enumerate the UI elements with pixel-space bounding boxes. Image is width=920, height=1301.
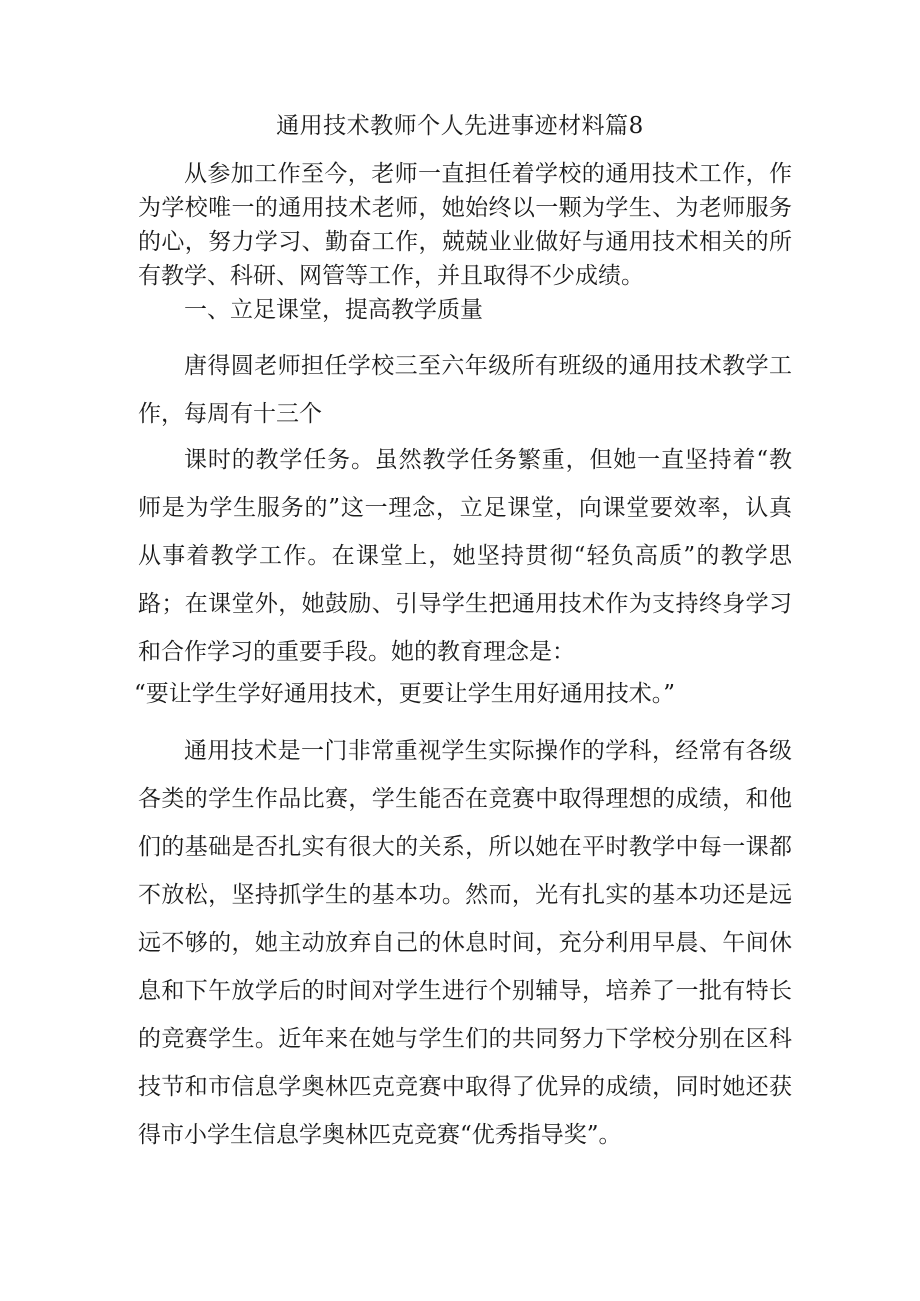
paragraph-motto-quote: “要让学生学好通用技术，更要让学生用好通用技术。”	[134, 681, 676, 707]
paragraph-competitions: 通用技术是一门非常重视学生实际操作的学科，经常有各级各类的学生作品比赛，学生能否在竞赛中取得理想的成绩，和他们的基础是否扎实有很大的关系，所以她在平时教学中每一课都不放松，坚持抓学生的基本功。然而，光有扎实的基本功还是远远不够的，她主动放弃自己的休息时间，充分利用早晨、午间休息和下午放学后的时间对学生进行个别辅导，培养了一批有特长的竞赛学生。近年来在她与学生们的共同努力下学校分别在区科技节和市信息学奥林匹克竞赛中取得了优异的成绩，同时她还获得市小学生信息学奥林匹克竞赛“优秀指导奖”。	[138, 738, 792, 1148]
paragraph-workload: 唐得圆老师担任学校三至六年级所有班级的通用技术教学工作，每周有十三个	[138, 353, 792, 427]
section-heading: 一、立足课堂，提高教学质量	[184, 297, 483, 323]
document-title: 通用技术教师个人先进事迹材料篇8	[276, 113, 644, 139]
paragraph-intro: 从参加工作至今，老师一直担任着学校的通用技术工作，作为学校唯一的通用技术老师，她始终以一颗为学生、为老师服务的心，努力学习、勤奋工作，兢兢业业做好与通用技术相关的所有教学、科研、网管等工作，并且取得不少成绩。	[138, 161, 792, 289]
paragraph-teaching: 课时的教学任务。虽然教学任务繁重，但她一直坚持着“教师是为学生服务的”这一理念，立足课堂，向课堂要效率，认真从事着教学工作。在课堂上，她坚持贯彻“轻负高质”的教学思路；在课堂外，她鼓励、引导学生把通用技术作为支持终身学习和合作学习的重要手段。她的教育理念是：	[138, 447, 792, 665]
